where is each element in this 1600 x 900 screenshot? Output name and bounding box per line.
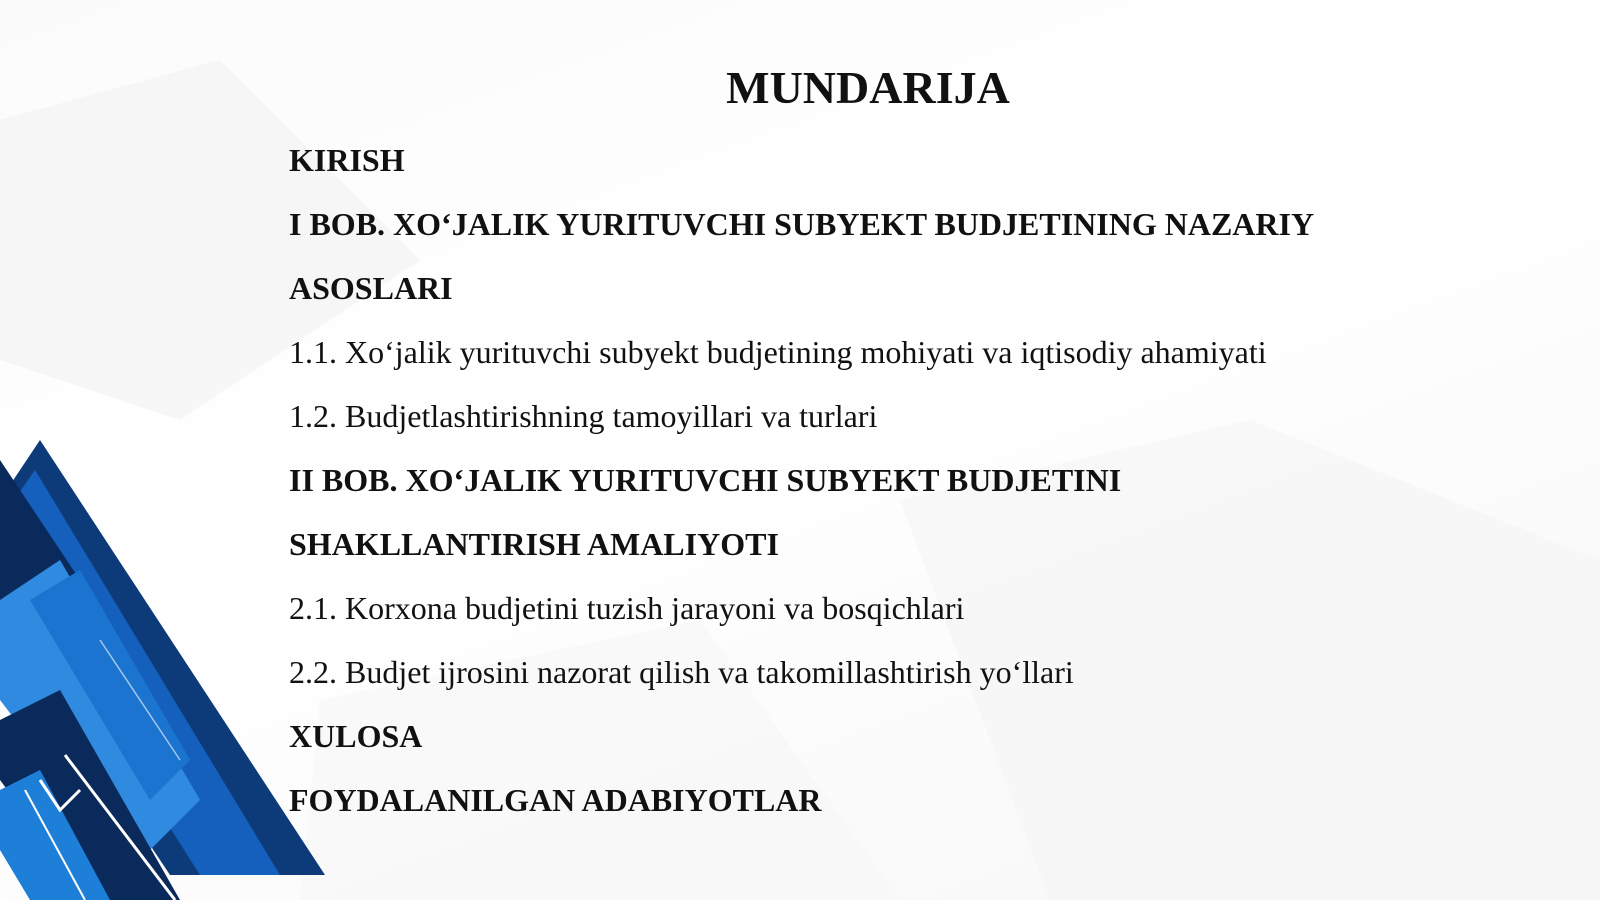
toc-item-conclusion: XULOSA	[289, 718, 423, 754]
toc-item-references: FOYDALANILGAN ADABIYOTLAR	[289, 782, 822, 818]
page-title: MUNDARIJA	[726, 62, 1010, 113]
toc-section-1-1: 1.1. Xo‘jalik yurituvchi subyekt budjetining mohiyati va iqtisodiy ahamiyati	[289, 334, 1267, 370]
toc-chapter-1-heading: I BOB. XO‘JALIK YURITUVCHI SUBYEKT BUDJETINING NAZARIY	[289, 206, 1315, 242]
toc-section-2-1: 2.1. Korxona budjetini tuzish jarayoni va bosqichlari	[289, 590, 965, 626]
toc-item-introduction: KIRISH	[289, 142, 405, 178]
toc-chapter-2-heading-cont: SHAKLLANTIRISH AMALIYOTI	[289, 526, 779, 562]
toc-chapter-1-heading-cont: ASOSLARI	[289, 270, 453, 306]
toc-section-1-2: 1.2. Budjetlashtirishning tamoyillari va turlari	[289, 398, 878, 434]
toc-section-2-2: 2.2. Budjet ijrosini nazorat qilish va takomillashtirish yo‘llari	[289, 654, 1074, 690]
toc-chapter-2-heading: II BOB. XO‘JALIK YURITUVCHI SUBYEKT BUDJETINI	[289, 462, 1122, 498]
table-of-contents	[289, 128, 1579, 832]
